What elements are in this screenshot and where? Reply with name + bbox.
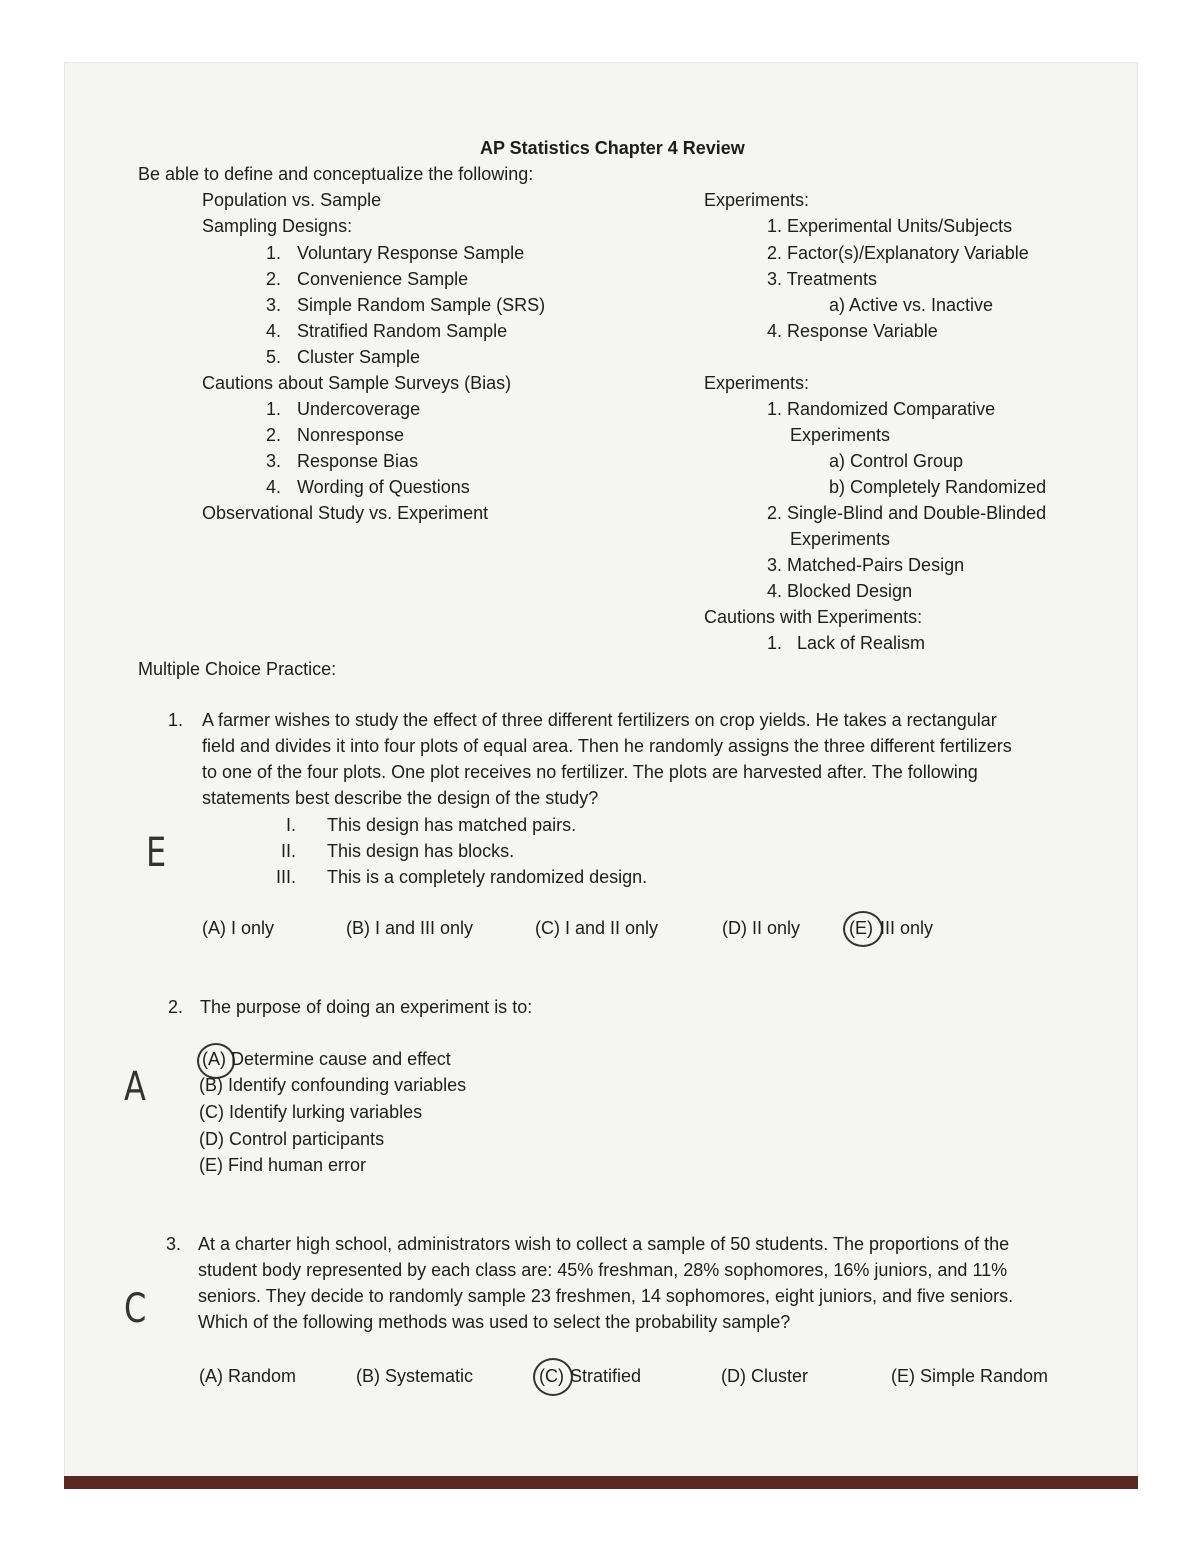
answer-choice: (A) I only (202, 918, 275, 938)
list-number: 5. (266, 347, 282, 367)
list-item: Stratified Random Sample (297, 321, 508, 341)
answer-choice: Determine cause and effect (231, 1049, 451, 1069)
question-text: The purpose of doing an experiment is to: (200, 997, 533, 1017)
statement-numeral: II. (281, 841, 297, 861)
sampling-designs-heading: Sampling Designs: (202, 216, 353, 236)
list-item: Voluntary Response Sample (297, 243, 525, 263)
list-number: 2. (266, 269, 282, 289)
answer-circle (533, 1358, 573, 1396)
list-item: Experiments (790, 425, 891, 445)
page-bottom-edge (64, 1476, 1138, 1489)
question-text: statements best describe the design of the study? (202, 788, 599, 808)
list-number: 1. (266, 243, 282, 263)
answer-choice: (B) I and III only (346, 918, 474, 938)
statement-numeral: III. (276, 867, 297, 887)
answer-choice: (A) Random (199, 1366, 297, 1386)
answer-choice: (D) Cluster (721, 1366, 809, 1386)
statement-numeral: I. (286, 815, 297, 835)
list-number: 1. (266, 399, 282, 419)
statement-text: This design has blocks. (327, 841, 515, 861)
list-item: b) Completely Randomized (829, 477, 1047, 497)
question-text: student body represented by each class are: 45% freshman, 28% sophomores, 16% juniors, and 11% (198, 1260, 1008, 1280)
list-number: 1. (767, 633, 783, 653)
list-item: a) Active vs. Inactive (829, 295, 994, 315)
handwritten-answer: C (124, 1286, 147, 1332)
list-item: Experiments (790, 529, 891, 549)
statement-text: This is a completely randomized design. (327, 867, 648, 887)
answer-choice: (E) Simple Random (891, 1366, 1049, 1386)
list-item: Nonresponse (297, 425, 405, 445)
list-item: Cluster Sample (297, 347, 421, 367)
answer-choice: (B) Identify confounding variables (199, 1075, 467, 1095)
question-text: Which of the following methods was used to select the probability sample? (198, 1312, 791, 1332)
question-text: field and divides it into four plots of equal area. Then he randomly assigns the three different fertilizers (202, 736, 1012, 756)
circled-answer-letter: (C) (539, 1366, 564, 1386)
list-item: a) Control Group (829, 451, 964, 471)
answer-choice: (B) Systematic (356, 1366, 474, 1386)
list-item: 1. Experimental Units/Subjects (767, 216, 1013, 236)
intro-text: Be able to define and conceptualize the following: (138, 164, 534, 184)
question-text: to one of the four plots. One plot receives no fertilizer. The plots are harvested after. The following (202, 762, 978, 782)
list-item: Response Bias (297, 451, 419, 471)
answer-choice: (C) Identify lurking variables (199, 1102, 423, 1122)
question-number: 2. (168, 997, 184, 1017)
answer-choice: Stratified (570, 1366, 642, 1386)
experiments-heading: Experiments: (704, 373, 810, 393)
handwritten-answer: E (146, 830, 167, 876)
list-number: 2. (266, 425, 282, 445)
list-item: Undercoverage (297, 399, 421, 419)
page-title: AP Statistics Chapter 4 Review (480, 138, 745, 158)
list-item: Lack of Realism (797, 633, 926, 653)
list-item: 2. Factor(s)/Explanatory Variable (767, 243, 1029, 263)
list-item: Simple Random Sample (SRS) (297, 295, 546, 315)
answer-circle (843, 911, 883, 947)
question-text: A farmer wishes to study the effect of three different fertilizers on crop yields. He takes a rectangular (202, 710, 997, 730)
question-number: 3. (166, 1234, 182, 1254)
answer-choice: (C) I and II only (535, 918, 659, 938)
handwritten-answer: A (124, 1064, 146, 1110)
list-number: 3. (266, 295, 282, 315)
question-number: 1. (168, 710, 184, 730)
list-item: 2. Single-Blind and Double-Blinded (767, 503, 1047, 523)
list-item: Convenience Sample (297, 269, 469, 289)
pop-vs-sample: Population vs. Sample (202, 190, 382, 210)
question-text: seniors. They decide to randomly sample 23 freshmen, 14 sophomores, eight juniors, and five seniors. (198, 1286, 1014, 1306)
answer-choice: (E) Find human error (199, 1155, 367, 1175)
circled-answer-letter: (A) (202, 1049, 226, 1069)
cautions-exp-heading: Cautions with Experiments: (704, 607, 923, 627)
list-item: Wording of Questions (297, 477, 470, 497)
list-item: 3. Treatments (767, 269, 878, 289)
list-number: 3. (266, 451, 282, 471)
list-number: 4. (266, 321, 282, 341)
answer-choice: (D) Control participants (199, 1129, 385, 1149)
mc-heading: Multiple Choice Practice: (138, 659, 337, 679)
statement-text: This design has matched pairs. (327, 815, 577, 835)
list-item: 1. Randomized Comparative (767, 399, 996, 419)
circled-answer-letter: (E) (849, 918, 873, 938)
obs-vs-exp: Observational Study vs. Experiment (202, 503, 489, 523)
list-item: 4. Blocked Design (767, 581, 913, 601)
cautions-heading: Cautions about Sample Surveys (Bias) (202, 373, 512, 393)
list-item: 3. Matched-Pairs Design (767, 555, 965, 575)
list-number: 4. (266, 477, 282, 497)
list-item: 4. Response Variable (767, 321, 938, 341)
question-text: At a charter high school, administrators wish to collect a sample of 50 students. The proportions of the (198, 1234, 1010, 1254)
experiments-heading: Experiments: (704, 190, 810, 210)
answer-choice: III only (880, 918, 934, 938)
answer-choice: (D) II only (722, 918, 801, 938)
